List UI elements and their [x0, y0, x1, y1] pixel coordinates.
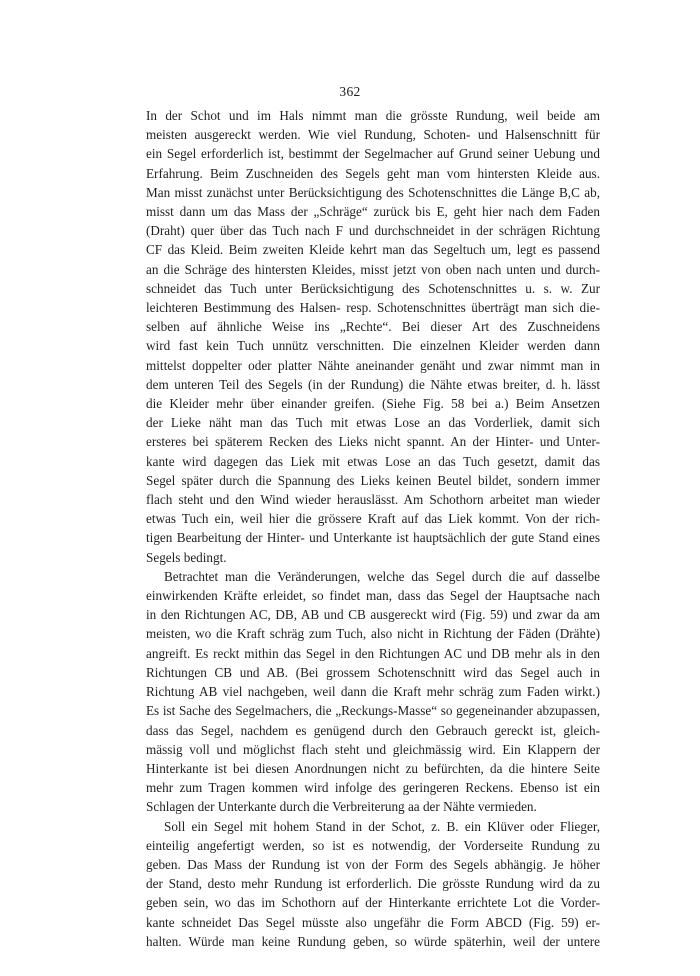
paragraph-2 [146, 567, 600, 817]
text-line: Man misst zunächst unter Berücksichtigung des Schotenschnittes die Länge B,C ab, [146, 184, 600, 200]
body-text [146, 106, 600, 951]
paragraph-1 [146, 106, 600, 567]
text-line: kante wird dagegen das Liek mit etwas Lose an das Tuch gesetzt, damit das [146, 453, 600, 469]
text-line: der Stand, desto mehr Rundung ist erforderlich. Die grösste Rundung wird da zu [146, 876, 600, 892]
text-line: mittelst doppelter oder platter Nähte aneinander genäht und zwar nimmt man in [146, 357, 600, 373]
text-line: Richtung AB viel nachgeben, weil dann die Kraft mehr schräg zum Faden wirkt.) [146, 684, 600, 700]
text-line: misst dann um das Mass der „Schräge“ zurück bis E, geht hier nach dem Faden [146, 204, 600, 220]
text-line: Richtungen CB und AB. (Bei grossem Schotenschnitt wird das Segel auch in [146, 664, 600, 680]
text-line: CF das Kleid. Beim zweiten Kleide kehrt man das Segeltuch um, legt es passend [146, 242, 600, 258]
text-line: Schlagen der Unterkante durch die Verbreiterung aa der Nähte vermieden. [146, 799, 537, 815]
text-line: geben. Das Mass der Rundung ist von der Form des Segels abhängig. Je höher [146, 856, 600, 872]
text-line: geben sein, wo das im Schothorn auf der Hinterkante errichtete Lot die Vorder- [146, 895, 600, 911]
page-number: 362 [339, 84, 361, 99]
text-line: meisten ausgereckt werden. Wie viel Rundung, Schoten- und Halsenschnitt für [146, 127, 600, 143]
text-line: leichteren Bestimmung des Halsen- resp. Schotenschnittes überträgt man sich die- [146, 300, 600, 316]
text-line: Segels bedingt. [146, 549, 227, 565]
text-line: wird fast kein Tuch unnütz verschnitten. Die einzelnen Kleider werden dann [146, 338, 600, 354]
text-line: Es ist Sache des Segelmachers, die „Reckungs-Masse“ so gegeneinander abzupassen, [146, 703, 600, 719]
text-line: ersteres bei späterem Recken des Lieks nicht spannt. An der Hinter- und Unter- [146, 434, 600, 450]
text-line: kante schneidet Das Segel müsste also ungefähr die Form ABCD (Fig. 59) er- [146, 914, 600, 930]
text-line: in den Richtungen AC, DB, AB und CB ausgereckt wird (Fig. 59) und zwar da am [146, 607, 600, 623]
text-line: In der Schot und im Hals nimmt man die grösste Rundung, weil beide am [146, 108, 600, 123]
text-line: der Lieke näht man das Tuch mit etwas Lose an das Vorderliek, damit sich [146, 415, 600, 431]
text-line: angreift. Es reckt mithin das Segel in den Richtungen AC und DB mehr als in den [146, 645, 600, 661]
text-line: Hinterkante ist bei diesen Anordnungen nicht zu befürchten, da die hintere Seite [146, 760, 600, 776]
text-line: tigen Bearbeitung der Hinter- und Unterkante ist hauptsächlich der gute Stand eines [146, 530, 600, 546]
text-line: selben auf ähnliche Weise ins „Rechte“. Bei dieser Art des Zuschneidens [146, 319, 600, 335]
text-line: etwas Tuch ein, weil hier die grössere Kraft auf das Liek kommt. Von der rich- [146, 511, 600, 527]
paragraph-3 [146, 817, 600, 951]
text-line: ein Segel erforderlich ist, bestimmt der Segelmacher auf Grund seiner Uebung und [146, 146, 600, 162]
text-line: schneidet das Tuch unter Berücksichtigung des Schotenschnittes u. s. w. Zur [146, 280, 600, 296]
text-line: halten. Würde man keine Rundung geben, so würde späterhin, weil der untere [146, 933, 600, 949]
text-line: an die Schräge des hintersten Kleides, misst jetzt von oben nach unten und durch- [146, 261, 600, 277]
text-line: mässig voll und möglichst flach steht und gleichmässig wird. Ein Klappern der [146, 741, 600, 757]
text-line: einteilig angefertigt werden, so ist es notwendig, der Vorderseite Rundung zu [146, 837, 600, 853]
text-line: dem unteren Teil des Segels (in der Rundung) die Nähte etwas breiter, d. h. lässt [146, 376, 600, 392]
text-line: flach steht und den Wind wieder herauslässt. Am Schothorn arbeitet man wieder [146, 492, 600, 508]
text-line: meisten, wo die Kraft schräg zum Tuch, also nicht in Richtung der Fäden (Drähte) [146, 626, 600, 642]
text-line: dass das Segel, nachdem es genügend durch den Gebrauch gereckt ist, gleich- [146, 722, 600, 738]
text-line: mehr zum Tragen kommen wird infolge des geringeren Reckens. Ebenso ist ein [146, 780, 600, 796]
text-line: (Draht) quer über das Tuch nach F und durchschneidet in der schrägen Richtung [146, 223, 600, 239]
text-line: einwirkenden Kräfte erleidet, so findet man, dass das Segel der Hauptsache nach [146, 588, 600, 604]
text-line: Betrachtet man die Veränderungen, welche das Segel durch die auf dasselbe [164, 568, 600, 584]
text-line: Soll ein Segel mit hohem Stand in der Schot, z. B. ein Klüver oder Flieger, [164, 818, 600, 834]
text-line: Segel später durch die Spannung des Lieks keinen Beutel bildet, sondern immer [146, 472, 600, 488]
text-line: Erfahrung. Beim Zuschneiden des Segels geht man vom hintersten Kleide aus. [146, 165, 600, 181]
text-line: die Kleider mehr über einander greifen. (Siehe Fig. 58 bei a.) Beim Ansetzen [146, 396, 600, 412]
